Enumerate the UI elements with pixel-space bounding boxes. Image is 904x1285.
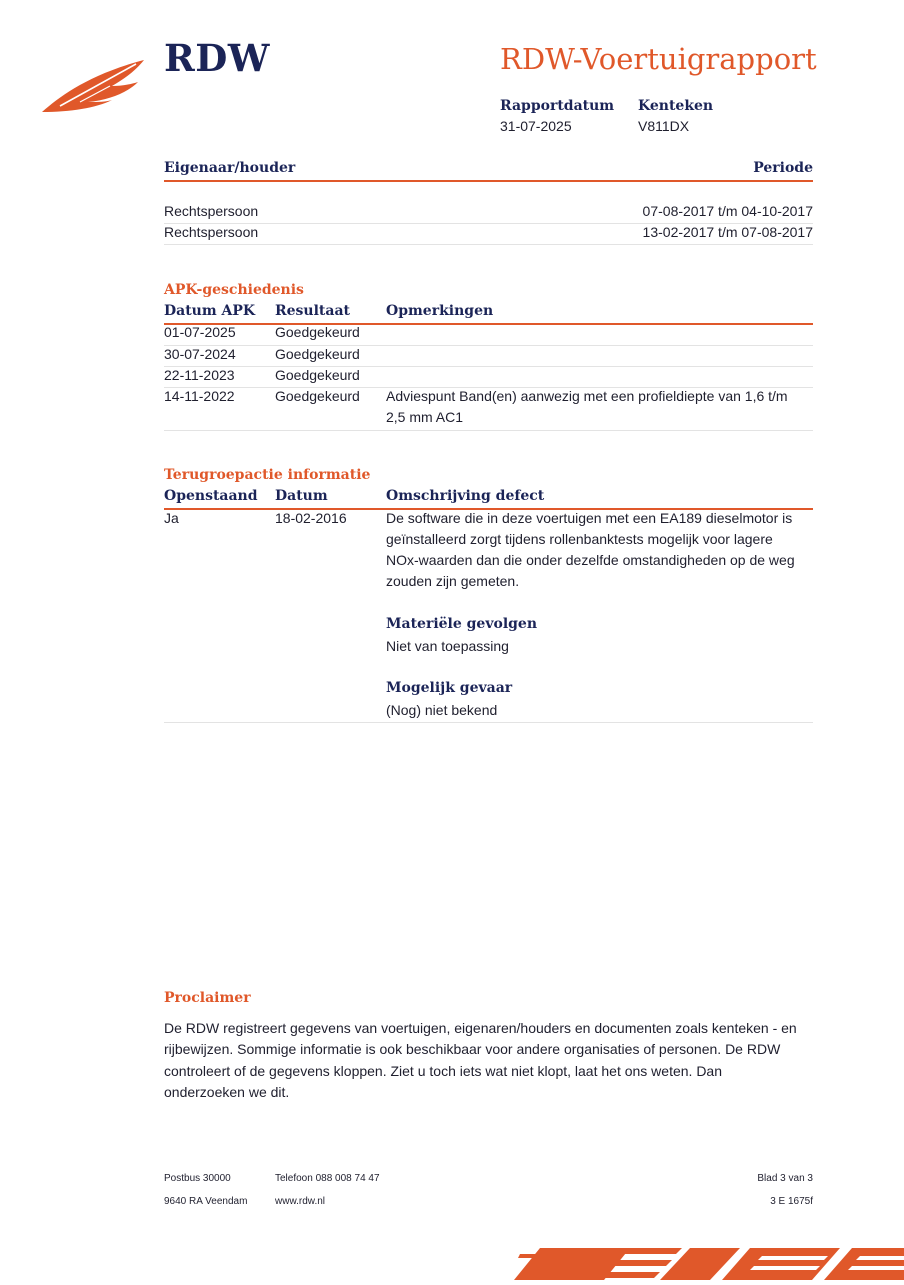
divider	[164, 323, 813, 325]
period-cell: 13-02-2017 t/m 07-08-2017	[642, 224, 813, 240]
recall-open-header: Openstaand	[164, 488, 258, 504]
apk-section-title: APK-geschiedenis	[164, 282, 304, 298]
apk-result-cell: Goedgekeurd	[275, 324, 360, 340]
recall-open-cell: Ja	[164, 510, 179, 526]
possible-danger-value: (Nog) niet bekend	[386, 702, 498, 718]
row-divider	[164, 244, 813, 245]
material-consequences-label: Materiële gevolgen	[386, 616, 538, 632]
owner-cell: Rechtspersoon	[164, 224, 259, 240]
row-divider	[164, 722, 813, 723]
material-consequences-value: Niet van toepassing	[386, 638, 509, 654]
footer-po-box: Postbus 30000	[164, 1173, 231, 1184]
row-divider	[164, 345, 813, 346]
owner-column-header: Eigenaar/houder	[164, 160, 296, 176]
apk-date-cell: 22-11-2023	[164, 367, 235, 383]
apk-result-header: Resultaat	[275, 303, 350, 319]
footer-page-number: Blad 3 van 3	[757, 1173, 813, 1184]
rdw-feather-logo-icon	[40, 56, 150, 121]
footer-document-code: 3 E 1675f	[770, 1196, 813, 1207]
possible-danger-label: Mogelijk gevaar	[386, 680, 513, 696]
report-date: 31-07-2025	[500, 118, 572, 134]
row-divider	[164, 366, 813, 367]
report-title: RDW-Voertuigrapport	[500, 42, 817, 76]
plate-label: Kenteken	[638, 98, 714, 114]
period-column-header: Periode	[753, 160, 813, 176]
divider	[164, 180, 813, 182]
recall-date-header: Datum	[275, 488, 328, 504]
apk-date-cell: 30-07-2024	[164, 346, 236, 362]
footer-phone: Telefoon 088 008 74 47	[275, 1173, 380, 1184]
report-date-label: Rapportdatum	[500, 98, 615, 114]
apk-remarks-header: Opmerkingen	[386, 303, 494, 319]
proclaimer-title: Proclaimer	[164, 990, 251, 1006]
apk-result-cell: Goedgekeurd	[275, 346, 360, 362]
period-cell: 07-08-2017 t/m 04-10-2017	[642, 203, 813, 219]
proclaimer-text: De RDW registreert gegevens van voertuigen, eigenaren/houders en documenten zoals kenteken - en rijbewijzen. Sommige informatie is ook beschikbaar voor andere organisaties of personen. De RDW controleert of de gegevens kloppen. Ziet u toch iets wat niet klopt, laat het ons weten. Dan onderzoeken we dit.	[164, 1020, 797, 1100]
apk-date-header: Datum APK	[164, 303, 256, 319]
recall-description: De software die in deze voertuigen met een EA189 dieselmotor is geïnstalleerd zorgt tijdens rollenbanktests mogelijk voor lagere NOx-waarden dan die onder dezelfde omstandigheden op de weg zouden zijn gemeten.	[386, 510, 795, 589]
recall-section-title: Terugroepactie informatie	[164, 467, 371, 483]
plate-value: V811DX	[638, 118, 690, 134]
recall-description-header: Omschrijving defect	[386, 488, 545, 504]
owner-cell: Rechtspersoon	[164, 203, 259, 219]
footer-city: 9640 RA Veendam	[164, 1196, 248, 1207]
row-divider	[164, 430, 813, 431]
apk-remarks-cell: Adviespunt Band(en) aanwezig met een profieldiepte van 1,6 t/m 2,5 mm AC1	[386, 388, 788, 425]
brand-name: RDW	[164, 36, 270, 80]
apk-result-cell: Goedgekeurd	[275, 388, 360, 404]
recall-date-cell: 18-02-2016	[275, 510, 347, 526]
apk-date-cell: 01-07-2025	[164, 324, 236, 340]
apk-date-cell: 14-11-2022	[164, 388, 235, 404]
apk-result-cell: Goedgekeurd	[275, 367, 360, 383]
footer-website-link[interactable]: www.rdw.nl	[275, 1196, 326, 1207]
orange-stripes-icon	[500, 1240, 904, 1285]
